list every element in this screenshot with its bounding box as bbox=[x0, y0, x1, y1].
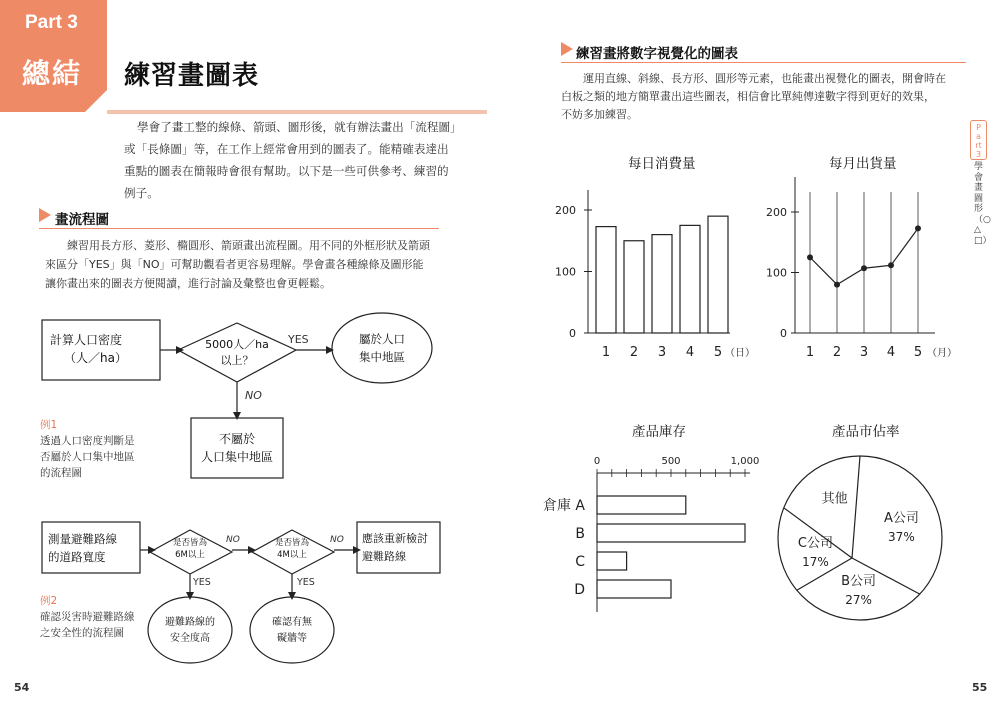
flow-text: 6M以上 bbox=[175, 550, 205, 560]
chart2-x-tick-label: 4 bbox=[886, 345, 896, 360]
part-label: Part 3 bbox=[25, 12, 78, 33]
chart4-slice-label: C公司 bbox=[797, 536, 833, 552]
chart2-y-tick-label: 0 bbox=[780, 327, 787, 340]
chart1-bar bbox=[680, 225, 700, 333]
caption-line: 確認災害時避難路線 bbox=[40, 611, 135, 623]
side-part-label: Part3 bbox=[975, 123, 982, 159]
chart3-y-tick-label: 倉庫 A bbox=[542, 498, 585, 514]
chart2-x-tick-label: 3 bbox=[859, 345, 869, 360]
flow-text: 是否皆為 bbox=[172, 538, 207, 548]
chart1-bar bbox=[624, 241, 644, 333]
chart2-title: 每月出貨量 bbox=[829, 156, 897, 172]
flow-text: 屬於人口 bbox=[359, 332, 405, 346]
caption-line: 的流程圖 bbox=[40, 467, 82, 479]
chart4-slice-value: 27% bbox=[845, 593, 872, 608]
section-heading: 畫流程圖 bbox=[55, 212, 109, 228]
chart4-slice-label: 其他 bbox=[821, 491, 848, 507]
chart1-x-unit-label: （日） bbox=[725, 348, 755, 359]
chart2-point bbox=[861, 265, 867, 271]
chart4-slice-edge bbox=[852, 456, 860, 558]
intro-line: 例子。 bbox=[124, 186, 159, 200]
chart1-x-tick-label: 5 bbox=[713, 345, 723, 360]
chart3-title: 產品庫存 bbox=[632, 424, 686, 440]
chart1-y-tick-label: 0 bbox=[569, 327, 576, 340]
intro-line: 重點的圖表在簡報時會很有幫助。以下是一些可供參考、練習的 bbox=[124, 164, 449, 178]
flow1-no-label: NO bbox=[245, 389, 262, 402]
intro-line: 學會了畫工整的線條、箭頭、圖形後，就有辦法畫出「流程圖」 bbox=[137, 120, 462, 134]
section-line: 白板之類的地方簡單畫出這些圖表，相信會比單純傳達數字得到更好的效果， bbox=[561, 90, 935, 103]
flow-text: 集中地區 bbox=[359, 350, 405, 364]
flow-text: 確認有無 bbox=[272, 617, 312, 628]
chart1-y-tick-label: 200 bbox=[555, 204, 576, 217]
flow-text: 4M以上 bbox=[277, 550, 307, 560]
chart2-x-unit-label: （月） bbox=[927, 348, 957, 359]
chart1-bar bbox=[708, 216, 728, 333]
chart3-y-tick-label: D bbox=[574, 582, 585, 598]
example2-label: 例2 bbox=[40, 595, 58, 607]
page-number-right: 55 bbox=[972, 681, 988, 694]
chart2-point bbox=[915, 225, 921, 231]
flow-text: 以上？ bbox=[220, 354, 254, 367]
section-line: 讓你畫出來的圖表方便閱讀，進行討論及彙整也會更輕鬆。 bbox=[45, 277, 331, 290]
flow2-no1-label: NO bbox=[226, 535, 240, 545]
chart2-point bbox=[834, 282, 840, 288]
chart3-bar bbox=[597, 496, 686, 514]
chart3-x-tick-label: 500 bbox=[661, 456, 681, 467]
intro-line: 或「長條圖」等，在工作上經常會用到的圖表了。能精確表達出 bbox=[124, 142, 449, 156]
chart1-title: 每日消費量 bbox=[628, 156, 696, 172]
chart4-slice-label: B公司 bbox=[841, 574, 877, 590]
flow-text: 不屬於 bbox=[218, 432, 255, 446]
page-number-left: 54 bbox=[14, 681, 30, 694]
side-chapter-text: 學會畫圖形（○△□） bbox=[974, 162, 992, 246]
flow1-yes-label: YES bbox=[288, 333, 309, 346]
flow-text: 人口集中地區 bbox=[200, 450, 273, 464]
chart2-x-tick-label: 5 bbox=[913, 345, 923, 360]
flow2-no2-label: NO bbox=[330, 535, 344, 545]
part-title: 總結 bbox=[22, 57, 83, 90]
flow2-yes2-label: YES bbox=[297, 577, 315, 588]
flow-text: （人／ha） bbox=[64, 351, 127, 365]
chart1-x-tick-label: 4 bbox=[685, 345, 695, 360]
chart2-x-tick-label: 1 bbox=[805, 345, 815, 360]
section-line: 不妨多加練習。 bbox=[561, 108, 638, 121]
section-line: 練習用長方形、菱形、橢圓形、箭頭畫出流程圖。用不同的外框形狀及箭頭 bbox=[67, 239, 430, 252]
chart3-y-tick-label: C bbox=[575, 554, 585, 570]
chart2-x-tick-label: 2 bbox=[832, 345, 842, 360]
chart1-y-tick-label: 100 bbox=[555, 265, 576, 279]
chart1-bar bbox=[596, 227, 616, 333]
chart2-point bbox=[888, 262, 894, 268]
flow-text: 礙牆等 bbox=[277, 633, 307, 644]
caption-line: 透過人口密度判斷是 bbox=[40, 435, 135, 447]
chart1-x-tick-label: 2 bbox=[629, 345, 639, 360]
flow-text: 安全度高 bbox=[170, 633, 210, 644]
chart3-y-tick-label: B bbox=[575, 526, 585, 542]
flow-text: 計算人口密度 bbox=[50, 333, 123, 347]
chart3-bar bbox=[597, 552, 627, 570]
example1-label: 例1 bbox=[40, 419, 58, 431]
chart1-x-tick-label: 3 bbox=[657, 345, 667, 360]
right-section-heading: 練習畫將數字視覺化的圖表 bbox=[576, 46, 738, 62]
chart2-y-tick-label: 200 bbox=[766, 206, 787, 219]
flow-text: 測量避難路線 bbox=[48, 532, 117, 546]
flow-text: 應該重新檢討 bbox=[362, 532, 428, 545]
chart4-slice-value: 17% bbox=[802, 555, 829, 570]
chart3-bar bbox=[597, 524, 745, 542]
section-line: 運用直線、斜線、長方形、圓形等元素，也能畫出視覺化的圖表，開會時在 bbox=[583, 72, 946, 85]
flow-text: 的道路寬度 bbox=[48, 550, 106, 564]
section-line: 來區分「YES」與「NO」可幫助觀看者更容易理解。學會畫各種線條及圖形能 bbox=[45, 258, 424, 271]
chart3-x-tick-label: 0 bbox=[593, 456, 601, 467]
chart3-bar bbox=[597, 580, 671, 598]
flow-text: 5000人／ha bbox=[205, 338, 269, 351]
chart2-y-tick-label: 100 bbox=[766, 266, 787, 280]
chart1-x-tick-label: 1 bbox=[601, 345, 611, 360]
caption-line: 之安全性的流程圖 bbox=[40, 627, 124, 639]
flow2-yes1-label: YES bbox=[193, 577, 211, 588]
chart1-bar bbox=[652, 235, 672, 333]
caption-line: 否屬於人口集中地區 bbox=[40, 451, 135, 463]
chart2-point bbox=[807, 254, 813, 260]
flow-text: 避難路線 bbox=[362, 550, 406, 563]
flow-text: 避難路線的 bbox=[165, 617, 215, 628]
chart4-title: 產品市佔率 bbox=[832, 424, 900, 440]
page-title: 練習畫圖表 bbox=[124, 61, 260, 91]
flow-text: 是否皆為 bbox=[274, 538, 309, 548]
chart4-slice-value: 37% bbox=[888, 530, 915, 545]
chart3-x-tick-label: 1,000 bbox=[730, 456, 760, 467]
chart4-slice-label: A公司 bbox=[883, 511, 919, 527]
